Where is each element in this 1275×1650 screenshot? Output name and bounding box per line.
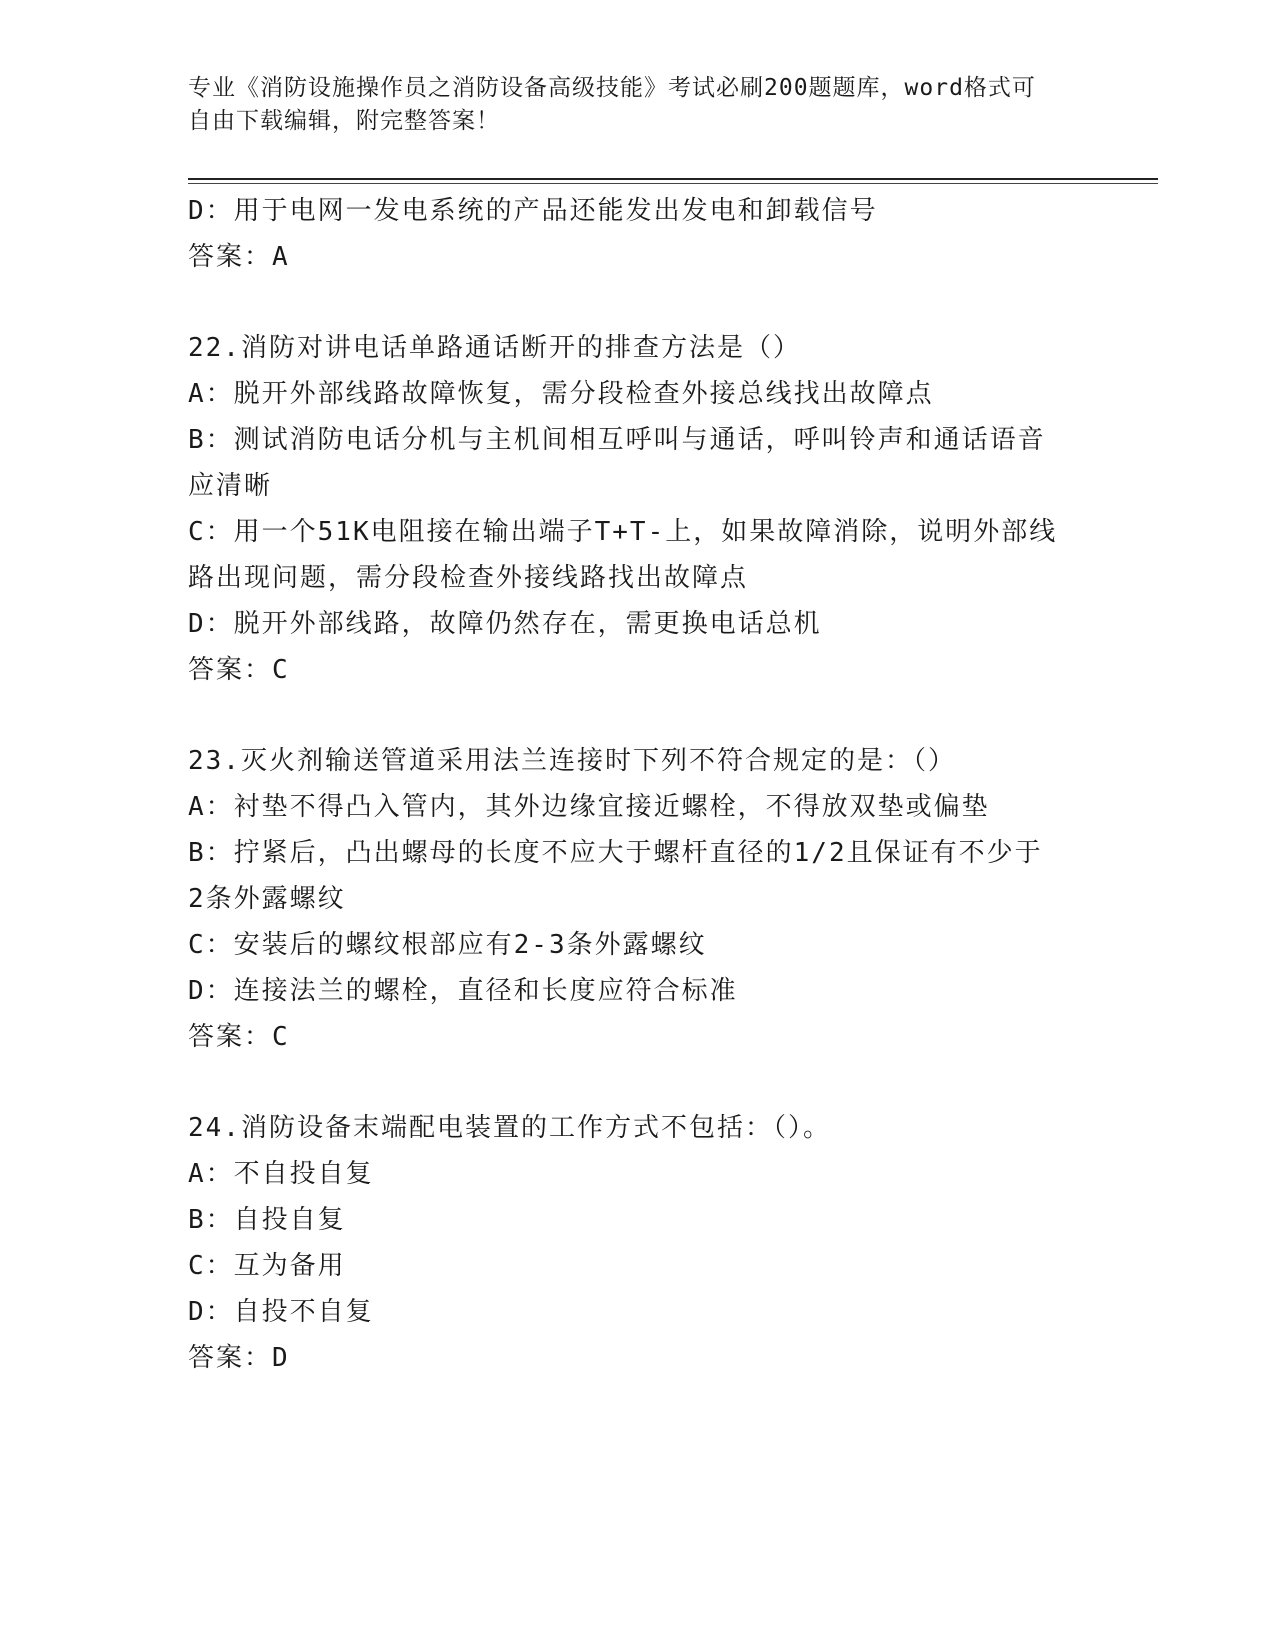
option-b-continued: 应清晰 bbox=[188, 471, 273, 501]
question-23 bbox=[188, 738, 1088, 1060]
previous-question-tail bbox=[188, 188, 1088, 280]
option-c: C：互为备用 bbox=[188, 1251, 346, 1281]
header-divider bbox=[188, 178, 1158, 180]
question-22 bbox=[188, 325, 1088, 693]
option-b-continued: 2条外露螺纹 bbox=[188, 884, 346, 914]
header-line-1: 专业《消防设施操作员之消防设备高级技能》考试必刷200题题库，word格式可 bbox=[188, 75, 1036, 101]
option-a: A：衬垫不得凸入管内，其外边缘宜接近螺栓，不得放双垫或偏垫 bbox=[188, 792, 990, 822]
answer: 答案：C bbox=[188, 1022, 290, 1052]
option-c: C：用一个51K电阻接在输出端子T+T-上，如果故障消除，说明外部线 bbox=[188, 517, 1058, 547]
option-b: B：测试消防电话分机与主机间相互呼叫与通话，呼叫铃声和通话语音 bbox=[188, 425, 1046, 455]
option-c-continued: 路出现问题，需分段检查外接线路找出故障点 bbox=[188, 563, 749, 593]
option-d: D：脱开外部线路，故障仍然存在，需更换电话总机 bbox=[188, 609, 822, 639]
answer: 答案：A bbox=[188, 242, 290, 272]
option-c: C：安装后的螺纹根部应有2-3条外露螺纹 bbox=[188, 930, 707, 960]
option-b: B：拧紧后，凸出螺母的长度不应大于螺杆直径的1/2且保证有不少于 bbox=[188, 838, 1043, 868]
answer: 答案：D bbox=[188, 1343, 290, 1373]
question-list bbox=[188, 188, 1088, 1381]
question-stem: 22.消防对讲电话单路通话断开的排查方法是（） bbox=[188, 333, 801, 363]
option-d: D：用于电网一发电系统的产品还能发出发电和卸载信号 bbox=[188, 196, 878, 226]
option-a: A：脱开外部线路故障恢复，需分段检查外接总线找出故障点 bbox=[188, 379, 934, 409]
answer: 答案：C bbox=[188, 655, 290, 685]
header-divider-thin bbox=[188, 183, 1158, 184]
question-24 bbox=[188, 1105, 1088, 1381]
option-d: D：自投不自复 bbox=[188, 1297, 374, 1327]
option-a: A：不自投自复 bbox=[188, 1159, 374, 1189]
document-header bbox=[188, 72, 1088, 138]
question-stem: 24.消防设备末端配电装置的工作方式不包括：（）。 bbox=[188, 1113, 831, 1143]
option-d: D：连接法兰的螺栓，直径和长度应符合标准 bbox=[188, 976, 738, 1006]
header-line-2: 自由下载编辑，附完整答案！ bbox=[188, 108, 500, 134]
option-b: B：自投自复 bbox=[188, 1205, 346, 1235]
question-stem: 23.灭火剂输送管道采用法兰连接时下列不符合规定的是：（） bbox=[188, 746, 956, 776]
